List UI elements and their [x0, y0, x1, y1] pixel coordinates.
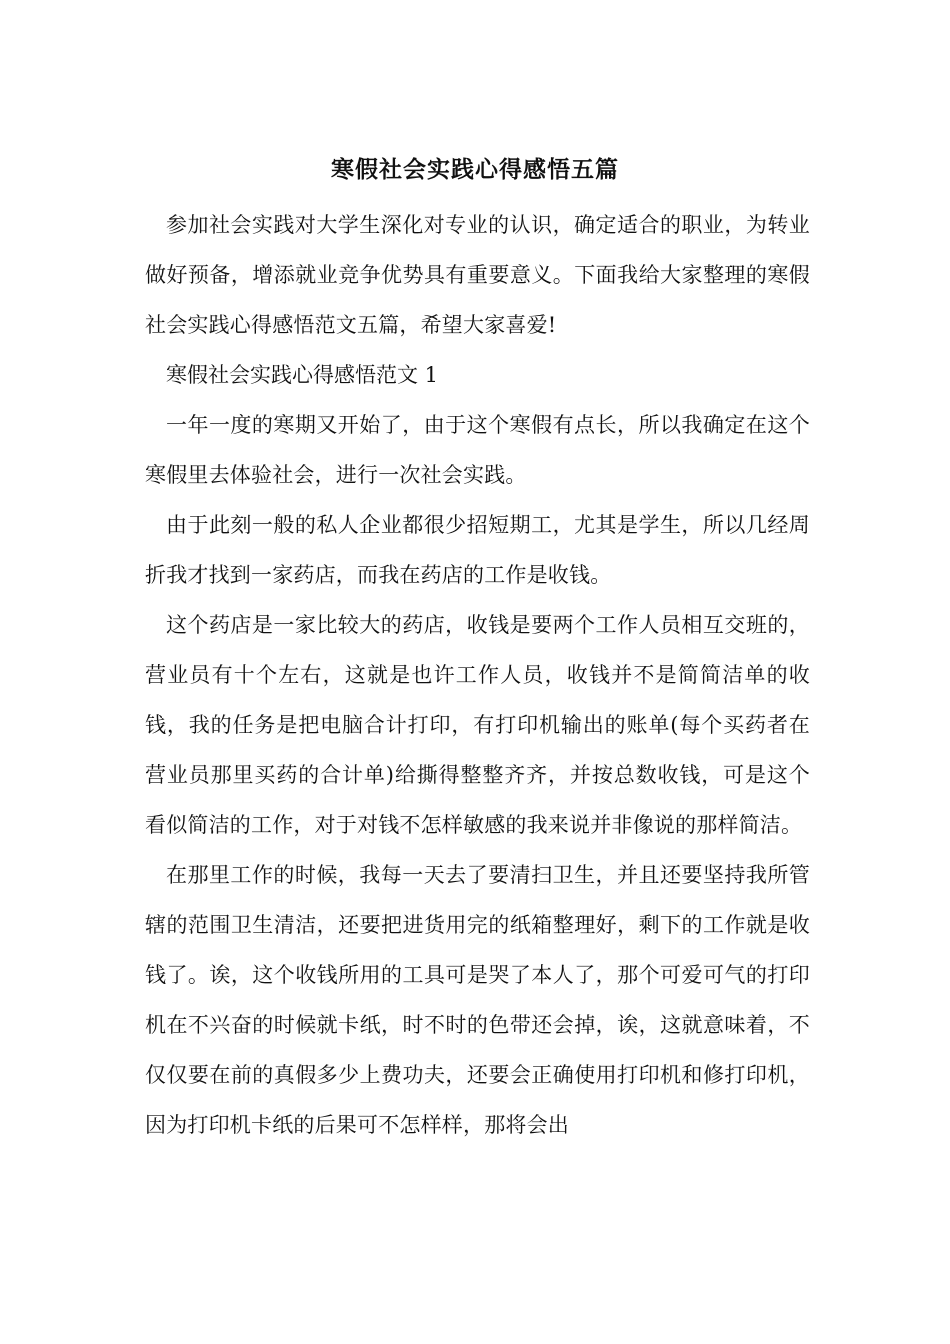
section-heading: 寒假社会实践心得感悟范文 1 [166, 363, 439, 387]
document-title: 寒假社会实践心得感悟五篇 [331, 156, 619, 183]
document-body [145, 200, 810, 1150]
intro-paragraph: 参加社会实践对大学生深化对专业的认识，确定适合的职业，为转业做好预备，增添就业竞争优势具有重要意义。下面我给大家整理的寒假社会实践心得感悟范文五篇，希望大家喜爱! [145, 213, 810, 337]
body-paragraph-1: 一年一度的寒期又开始了，由于这个寒假有点长，所以我确定在这个寒假里去体验社会，进行一次社会实践。 [145, 413, 810, 487]
body-paragraph-4: 在那里工作的时候，我每一天去了要清扫卫生，并且还要坚持我所管辖的范围卫生清洁，还要把进货用完的纸箱整理好，剩下的工作就是收钱了。诶，这个收钱所用的工具可是哭了本人了，那个可爱可气的打印机在不兴奋的时候就卡纸，时不时的色带还会掉，诶，这就意味着，不仅仅要在前的真假多少上费功夫，还要会正确使用打印机和修打印机，因为打印机卡纸的后果可不怎样样，那将会出 [145, 863, 810, 1137]
body-paragraph-2: 由于此刻一般的私人企业都很少招短期工，尤其是学生，所以几经周折我才找到一家药店，而我在药店的工作是收钱。 [145, 513, 810, 587]
body-paragraph-3: 这个药店是一家比较大的药店，收钱是要两个工作人员相互交班的，营业员有十个左右，这就是也许工作人员，收钱并不是简简洁单的收钱，我的任务是把电脑合计打印，有打印机输出的账单(每个买药者在营业员那里买药的合计单)给撕得整整齐齐，并按总数收钱，可是这个看似简洁的工作，对于对钱不怎样敏感的我来说并非像说的那样简洁。 [145, 613, 810, 837]
